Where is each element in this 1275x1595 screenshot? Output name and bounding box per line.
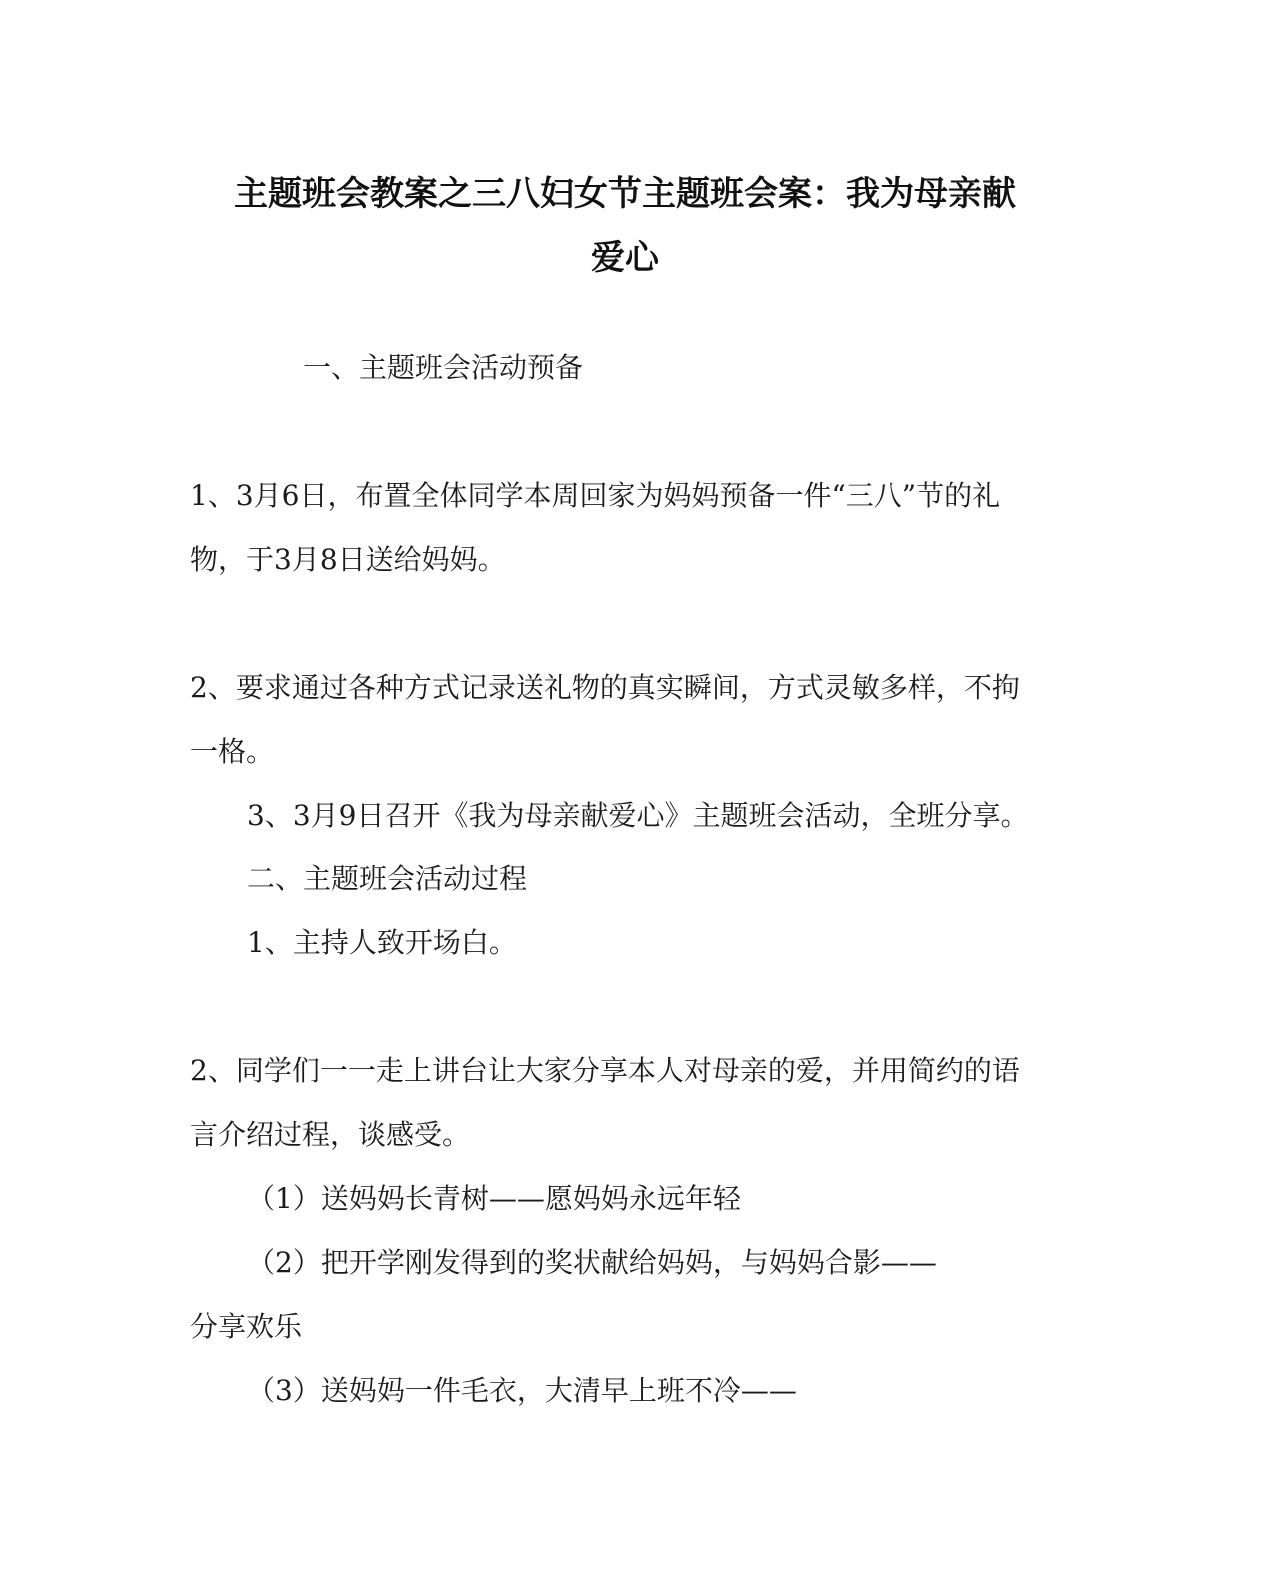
paragraph-line: 1、3月6日，布置全体同学本周回家为妈妈预备一件“三八”节的礼 [190, 479, 1001, 512]
paragraph-line: 1、主持人致开场白。 [247, 926, 517, 959]
paragraph-line: 言介绍过程，谈感受。 [190, 1118, 471, 1151]
list-item-continuation: 分享欢乐 [190, 1310, 303, 1343]
paragraph-line: 2、要求通过各种方式记录送礼物的真实瞬间，方式灵敏多样，不拘 [190, 671, 1020, 704]
list-item: （3）送妈妈一件毛衣，大清早上班不冷—— [247, 1374, 797, 1407]
paragraph-line: 2、同学们一一走上讲台让大家分享本人对母亲的爱，并用简约的语 [190, 1054, 1020, 1087]
document-title-line-2: 爱心 [591, 238, 659, 278]
section-heading-preparation: 一、主题班会活动预备 [303, 351, 584, 384]
document-title-line-1: 主题班会教案之三八妇女节主题班会案：我为母亲献 [234, 174, 1016, 214]
paragraph-line: 3、3月9日召开《我为母亲献爱心》主题班会活动，全班分享。 [247, 799, 1029, 832]
paragraph-line: 一格。 [190, 735, 275, 768]
section-heading-process: 二、主题班会活动过程 [247, 862, 528, 895]
list-item: （2）把开学刚发得到的奖状献给妈妈，与妈妈合影—— [247, 1246, 937, 1279]
list-item: （1）送妈妈长青树——愿妈妈永远年轻 [247, 1182, 741, 1215]
paragraph-line: 物，于3月8日送给妈妈。 [190, 543, 506, 576]
